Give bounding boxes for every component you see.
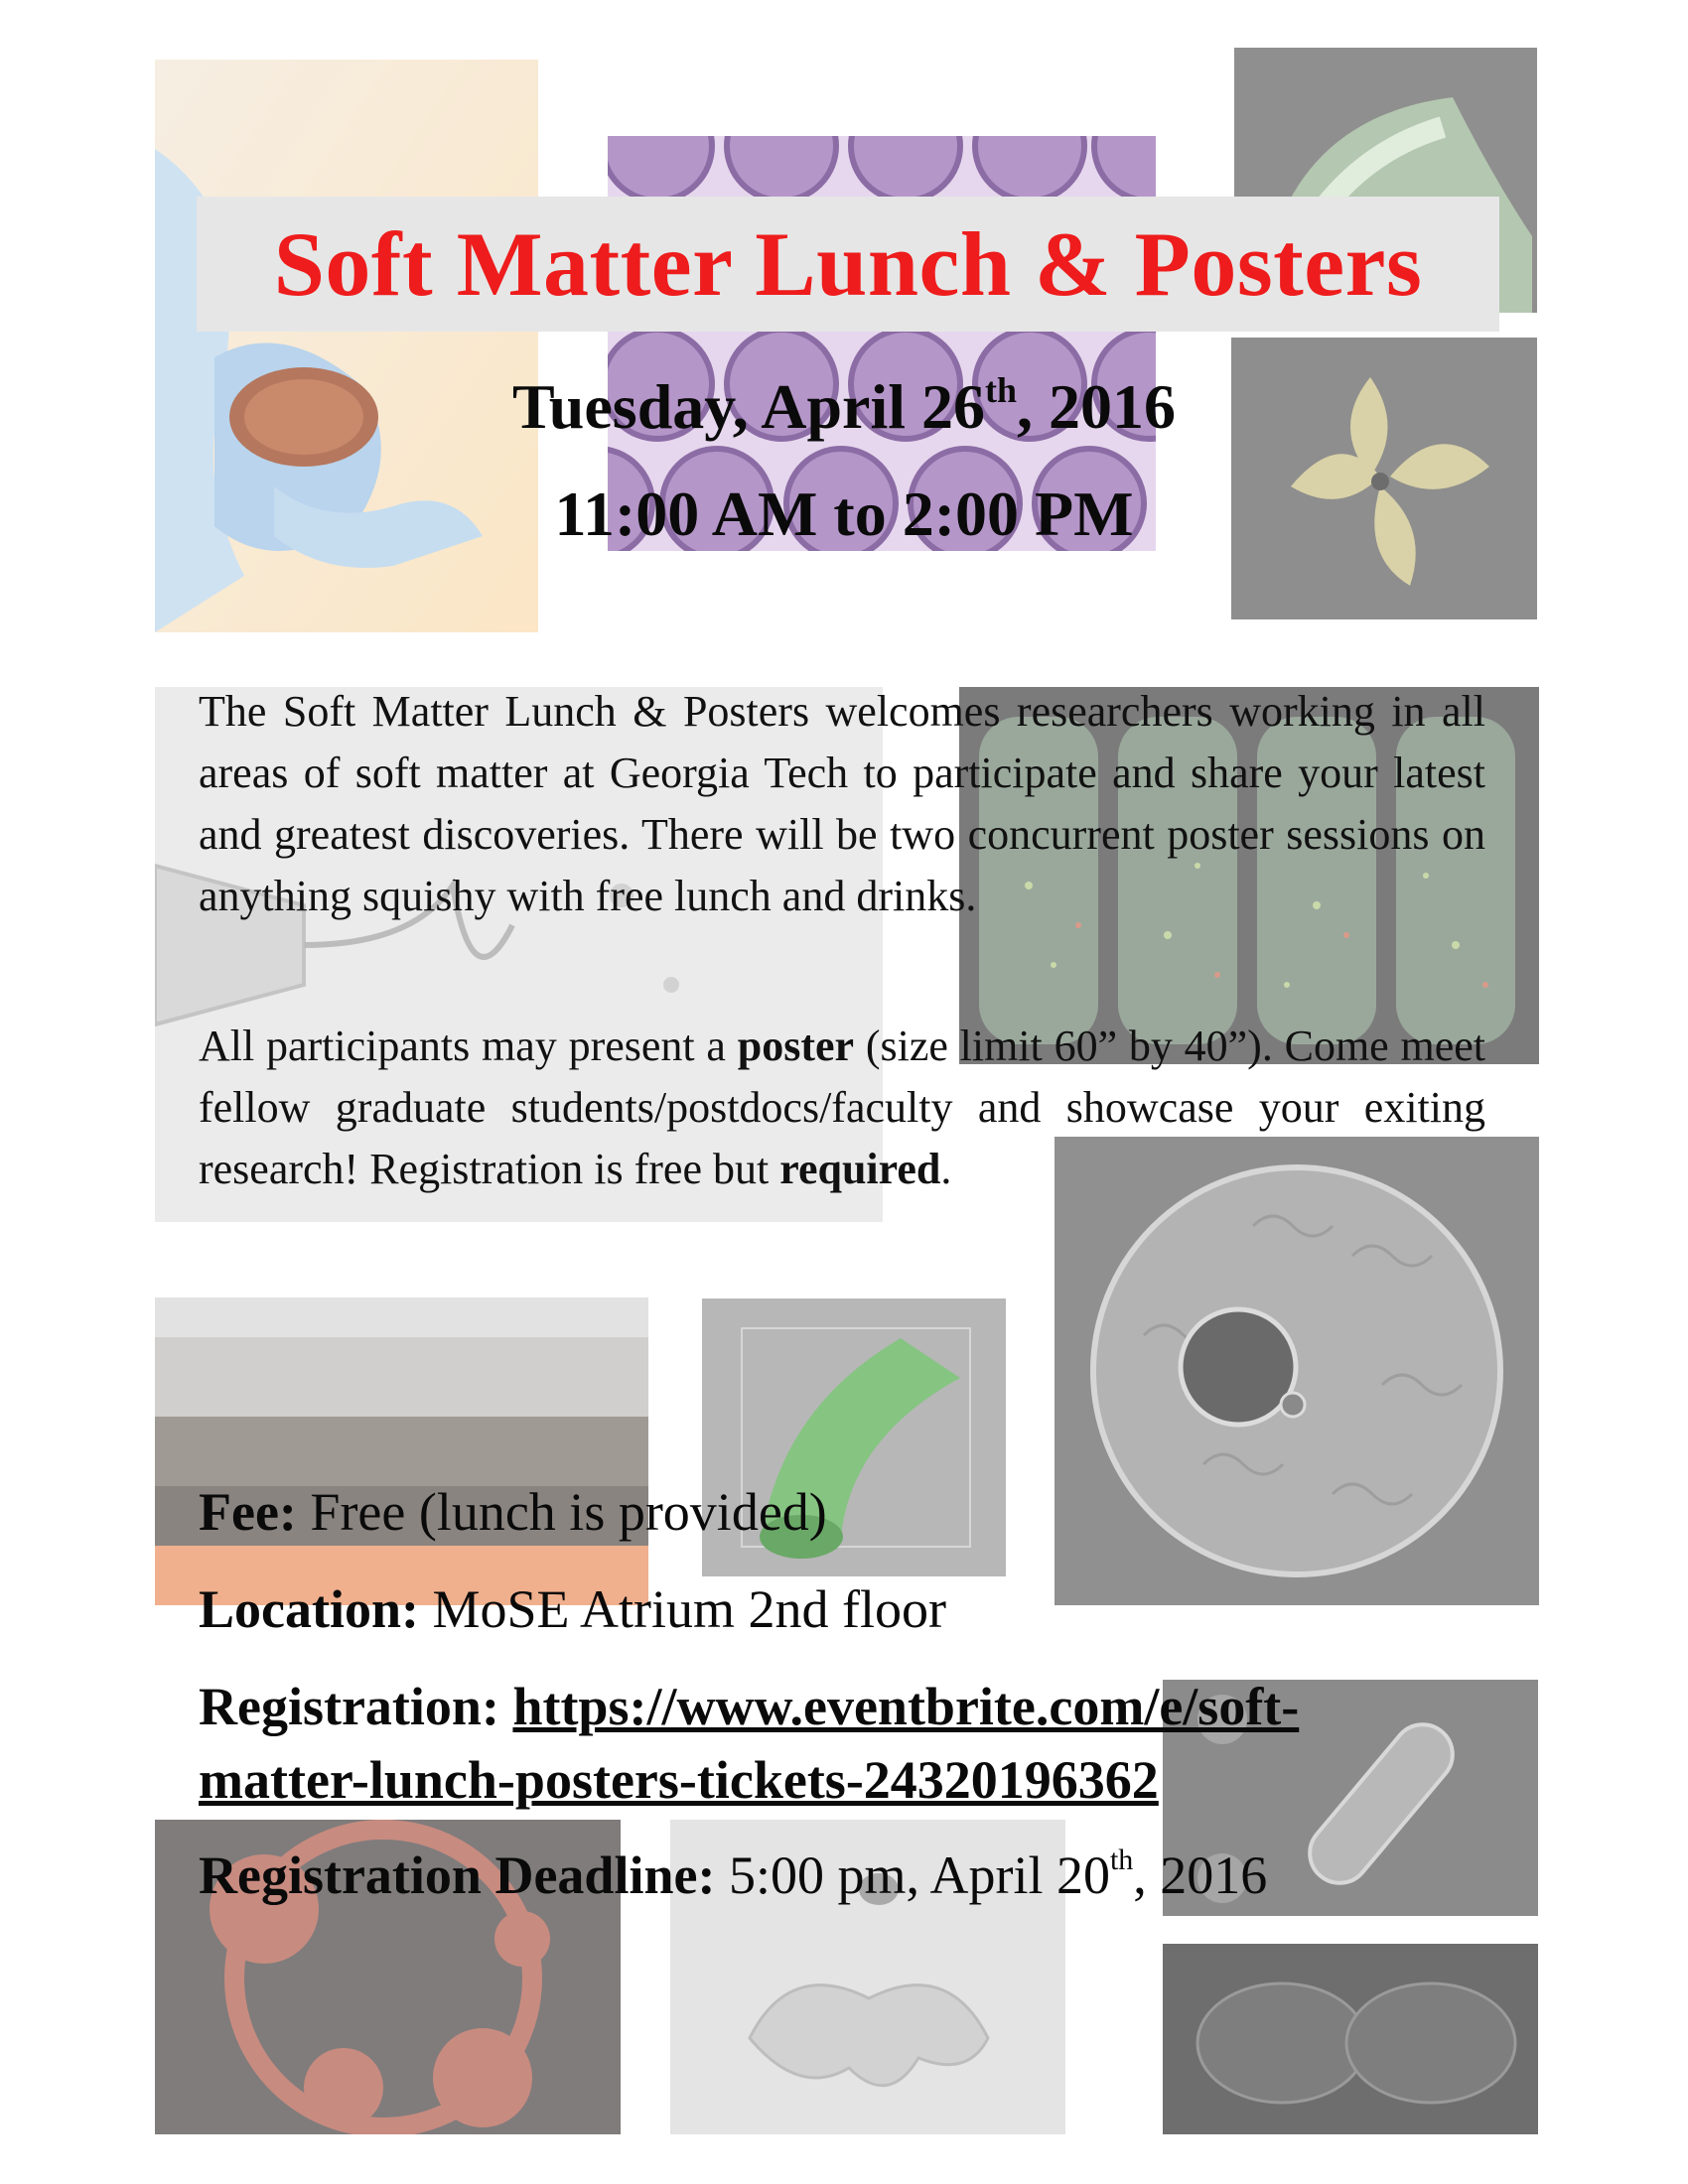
title-banner [197,197,1499,332]
fee-line: Fee: Free (lunch is provided) [199,1482,827,1542]
registration-link[interactable]: https://www.eventbrite.com/e/soft- [512,1677,1300,1736]
description-paragraph-2: All participants may present a poster (size limit 60” by 40”). Come meet fellow graduate students/postdocs/faculty and showcase your exiting research! Registration is free but required. [199,1022,1485,1193]
gloved-hand-foam-photo [155,60,538,632]
porous-disk-micrograph [1055,1137,1539,1605]
event-date: Tuesday, April 26th, 2016 [511,370,1177,442]
event-title: Soft Matter Lunch & Posters [273,213,1423,315]
description-paragraph-1: The Soft Matter Lunch & Posters welcomes researchers working in all areas of soft matter at Georgia Tech to participate and share your latest and greatest discoveries. There will be two concurrent poster sessions on anything squishy with free lunch and drinks. [199,687,1485,920]
rheometer-plate-photo [155,1297,648,1605]
location-line: Location: MoSE Atrium 2nd floor [199,1579,947,1639]
event-time: 11:00 AM to 2:00 PM [554,478,1134,549]
registration-link-continued [199,1750,1159,1810]
registration-line: Registration: https://www.eventbrite.com/e/soft- [199,1677,1300,1736]
double-droplet-fluorescence [1163,1944,1538,2134]
registration-link-line-2[interactable]: matter-lunch-posters-tickets-24320196362 [199,1750,1159,1810]
deadline-line: Registration Deadline: 5:00 pm, April 20th, 2016 [199,1843,1268,1905]
